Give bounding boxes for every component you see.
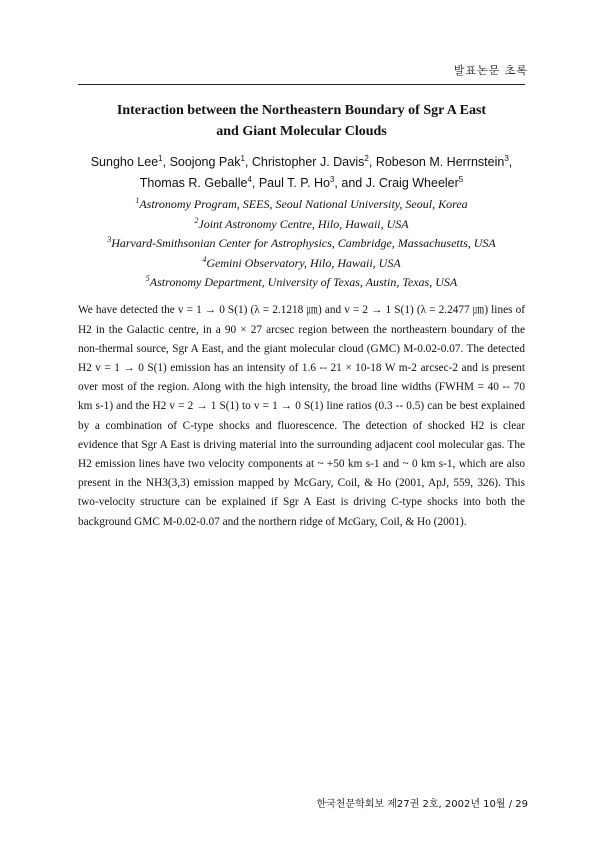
section-label: 발표논문 초록 xyxy=(453,64,528,77)
affiliation: $^5$Astronomy Department, University of Texas, Austin, Texas, USA xyxy=(145,274,458,289)
author: Thomas R. Geballe$^4$, xyxy=(139,175,259,191)
title-line-2: and Giant Molecular Clouds xyxy=(216,124,387,139)
author: Sungho Lee$^1$, xyxy=(90,154,170,170)
author-list xyxy=(78,150,525,192)
author: Soojong Pak$^1$, xyxy=(169,154,252,170)
header-divider xyxy=(78,84,525,85)
abstract-body: We have detected the v = 1 → 0 S(1) (λ = 2.1218 ㎛) and v = 2 → 1 S(1) (λ = 2.2477 ㎛) lines of H2 in the Galactic centre, in a 90 × 27 arcsec region between the northeastern boundary of the non-thermal source, Sgr A East, and the giant molecular cloud (GMC) M-0.02-0.07. The detected H2 v = 1 → 0 S(1) emission has an intensity of 1.6 -- 21 × 10-18 W m-2 arcsec-2 and is present over most of the region. Along with the high intensity, the broad line widths (FWHM = 40 -- 70 km s-1) and the H2 v = 2 → 1 S(1) to v = 1 → 0 S(1) line ratios (0.3 -- 0.5) can be best explained by a combination of C-type shocks and fluorescence. The detection of shocked H2 is clear evidence that Sgr A East is driving material into the surrounding adjacent cool molecular gas. The H2 emission lines have two velocity components at ~ +50 km s-1 and ~ 0 km s-1, which are also present in the NH3(3,3) emission mapped by McGary, Coil, & Ho (2001, ApJ, 559, 326). This two-velocity structure can be explained if Sgr A East is driving C-type shocks into both the background GMC M-0.02-0.07 and the northern ridge of McGary, Coil, & Ho (2001). xyxy=(78,304,525,528)
paper-title xyxy=(78,100,525,142)
affiliation: $^2$Joint Astronomy Centre, Hilo, Hawaii, USA xyxy=(194,215,409,231)
affiliation: $^4$Gemini Observatory, Hilo, Hawaii, USA xyxy=(202,254,401,270)
journal-citation: 한국천문학회보 제27권 2호, 2002년 10월 / 29 xyxy=(316,799,528,810)
affiliation: $^3$Harvard-Smithsonian Center for Astrophysics, Cambridge, Massachusetts, USA xyxy=(107,235,496,250)
author: Christopher J. Davis$^2$, xyxy=(251,154,376,170)
author: Robeson M. Herrnstein$^3$, xyxy=(375,154,513,170)
author: J. Craig Wheeler$^5$ xyxy=(365,175,464,191)
author: Paul T. P. Ho$^3$, and xyxy=(258,175,366,191)
title-line-1: Interaction between the Northeastern Boundary of Sgr A East xyxy=(116,103,487,118)
affiliation-list xyxy=(78,193,525,291)
affiliation: $^1$Astronomy Program, SEES, Seoul National University, Seoul, Korea xyxy=(135,196,468,211)
